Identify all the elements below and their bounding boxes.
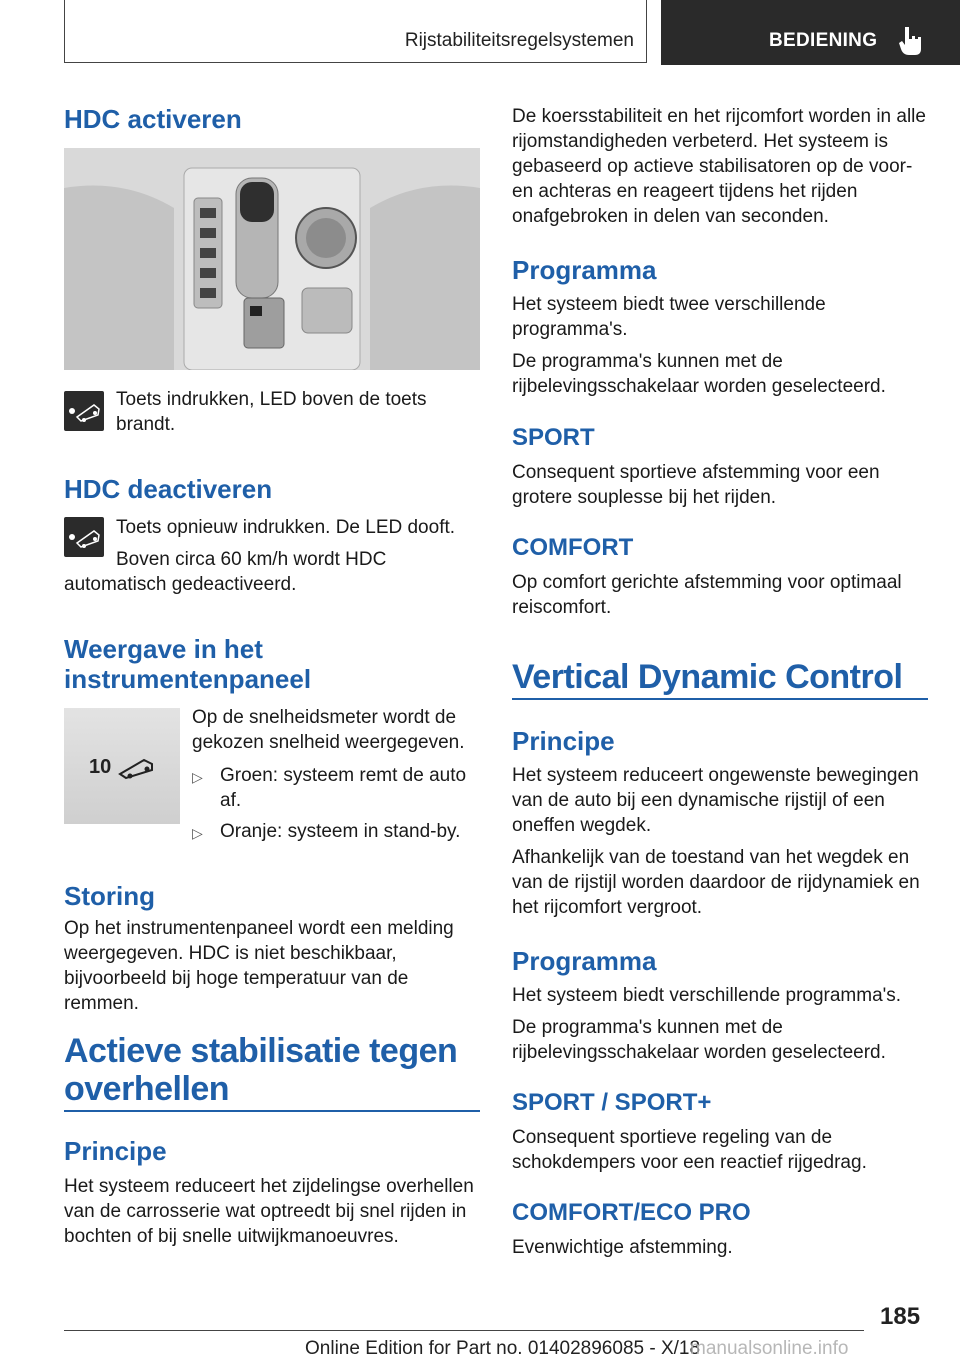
hdc-deactivate-text1: Toets opnieuw indrukken. De LED dooft.	[116, 517, 456, 538]
roll-principle-heading: Principe	[64, 1136, 167, 1166]
hdc-button-icon-on	[64, 391, 104, 431]
vdc-principle-text2: Afhankelijk van de toestand van het wegdek en van de rijstijl worden daardoor de rijdynamiek en het rijcomfort vergroot.	[512, 847, 920, 918]
bullet-green: ▷ Groen: systeem remt de auto af.	[192, 765, 467, 811]
comfort-text: Op comfort gerichte afstemming voor optimaal reiscomfort.	[512, 572, 902, 618]
sport-heading: SPORT	[512, 424, 595, 451]
vdc-program-text1: Het systeem biedt verschillende programma's.	[512, 985, 902, 1006]
cluster-speed-number: 10	[89, 756, 112, 778]
section-rule	[64, 1110, 480, 1112]
vdc-program-heading: Programma	[512, 946, 657, 976]
hdc-deactivate-heading: HDC deactiveren	[64, 474, 273, 504]
downhill-car-icon	[116, 754, 158, 780]
triangle-bullet-icon: ▷	[192, 769, 203, 785]
fault-heading: Storing	[64, 881, 155, 911]
display-heading: Weergave in het instrumentenpaneel	[64, 634, 312, 694]
downhill-car-icon	[64, 391, 104, 431]
vdc-principle-text1: Het systeem reduceert ongewenste bewegingen van de auto bij een dynamische rijstijl of een oneffen wegdek.	[512, 765, 919, 836]
edition-text: Online Edition for Part no. 01402896085 - X/18	[305, 1338, 701, 1359]
roll-stabilization-heading: Actieve stabilisatie tegen overhellen	[64, 1032, 458, 1108]
vdc-heading: Vertical Dynamic Control	[512, 658, 903, 696]
comfort-heading: COMFORT	[512, 534, 634, 561]
page-header	[64, 0, 960, 65]
watermark-text: manualsonline.info	[690, 1338, 849, 1359]
instrument-cluster-image	[64, 708, 180, 824]
fault-text: Op het instrumentenpaneel wordt een melding weergegeven. HDC is niet beschikbaar, bijvoorbeeld bij hoge temperatuur van de remmen.	[64, 918, 454, 1014]
section-rule	[512, 698, 928, 700]
vdc-program-text2: De programma's kunnen met de rijbelevingsschakelaar worden geselecteerd.	[512, 1017, 886, 1063]
pointing-hand-icon	[897, 25, 925, 57]
section-title: BEDIENING	[769, 30, 878, 51]
ecopro-text: Evenwichtige afstemming.	[512, 1237, 733, 1258]
page-number: 185	[880, 1303, 921, 1330]
hdc-activate-text: Toets indrukken, LED boven de toets brandt.	[116, 389, 427, 435]
program-text1: Het systeem biedt twee verschillende programma's.	[512, 294, 826, 340]
sport-text: Consequent sportieve afstemming voor een grotere souplesse bij het rijden.	[512, 462, 880, 508]
program-heading: Programma	[512, 255, 657, 285]
triangle-bullet-icon: ▷	[192, 825, 203, 841]
hdc-deactivate-text2: Boven circa 60 km/h wordt HDC automatisch gedeactiveerd.	[64, 549, 387, 595]
bullet-orange: ▷ Oranje: systeem in stand-by.	[192, 819, 476, 844]
ecopro-heading: COMFORT/ECO PRO	[512, 1199, 751, 1226]
display-text: Op de snelheidsmeter wordt de gekozen snelheid weergegeven.	[192, 707, 465, 753]
intro-text: De koersstabiliteit en het rijcomfort worden in alle rijomstandigheden verbeterd. Het systeem is gebaseerd op actieve stabilisatoren op de voor- en achteras en reageert tijdens het rijden onafgebroken in delen van seconden.	[512, 106, 926, 227]
chapter-tab	[64, 0, 647, 63]
footer-rule	[64, 1330, 864, 1331]
section-tab	[661, 0, 960, 65]
chapter-title: Rijstabiliteitsregelsystemen	[404, 30, 634, 51]
hdc-activate-heading: HDC activeren	[64, 104, 242, 134]
sportplus-heading: SPORT / SPORT+	[512, 1089, 712, 1116]
roll-principle-text: Het systeem reduceert het zijdelingse overhellen van de carrosserie wat optreedt bij snel rijden in bochten of bij snelle uitwijkmanoeuvres.	[64, 1176, 474, 1247]
center-console-photo	[64, 148, 480, 370]
vdc-principle-heading: Principe	[512, 726, 615, 756]
program-text2: De programma's kunnen met de rijbelevingsschakelaar worden geselecteerd.	[512, 351, 886, 397]
sportplus-text: Consequent sportieve regeling van de schokdempers voor een reactief rijgedrag.	[512, 1127, 867, 1173]
